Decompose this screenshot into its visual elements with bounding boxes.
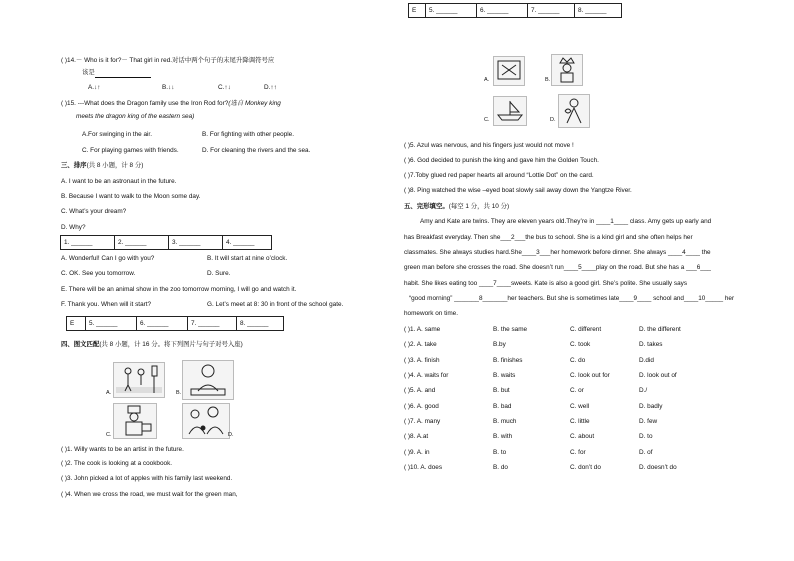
answer-cell[interactable]: 6. ______: [137, 317, 188, 331]
picture-cook: [113, 403, 157, 439]
cloze-option-d[interactable]: D. look out of: [639, 372, 677, 379]
cloze-option-a[interactable]: ( )7. A. many: [404, 418, 441, 425]
section-5-title: 五、完形填空。: [404, 203, 449, 210]
passage-line: “good morning” _______8_______her teachers. But she is sometimes late____9____ school and____10_____ her: [409, 295, 735, 302]
passage-line: Amy and Kate are twins. They are eleven years old.They’re in ____1____ class. Amy gets up early and: [420, 218, 712, 225]
q15-line2: meets the dragon king of the eastern sea): [76, 113, 195, 120]
match-item-3: ( )3. John picked a lot of apples with his family last weekend.: [61, 475, 233, 482]
cloze-option-a[interactable]: ( )10. A. does: [404, 464, 443, 471]
answer-cell[interactable]: 7. ______: [188, 317, 237, 331]
cloze-option-d[interactable]: D. badly: [639, 403, 663, 410]
section-4-heading: [61, 341, 243, 349]
cloze-option-d[interactable]: D. takes: [639, 341, 663, 348]
cloze-option-b[interactable]: B. with: [493, 433, 513, 440]
q15-option-b[interactable]: B. For fighting with other people.: [202, 131, 295, 138]
cloze-option-b[interactable]: B. the same: [493, 326, 528, 333]
cloze-option-d[interactable]: D. few: [639, 418, 658, 425]
answer-cell[interactable]: 7. ______: [528, 4, 575, 18]
cloze-option-b[interactable]: B. do: [493, 464, 508, 471]
cloze-option-d[interactable]: D. doesn’t do: [639, 464, 677, 471]
cloze-option-b[interactable]: B. waits: [493, 372, 516, 379]
answer-cell[interactable]: 5. ______: [426, 4, 477, 18]
q15-option-a[interactable]: A.For swinging in the air.: [82, 131, 152, 138]
answer-cell[interactable]: 8. ______: [575, 4, 622, 18]
answer-cell[interactable]: 4. ______: [223, 236, 272, 250]
sort-item-a2: A. Wonderful! Can I go with you?: [61, 255, 155, 262]
q14-text: ( )14.－ Who is it for?－ That girl in red.: [61, 57, 173, 64]
match-item-5: ( )5. Azul was nervous, and his fingers just would not move !: [404, 142, 574, 149]
picture-label-c: C.: [106, 432, 112, 438]
sort-item-f2: F. Thank you. When will it start?: [61, 301, 152, 308]
sort-item-d: D. Why?: [61, 224, 86, 231]
sort-item-a: A. I want to be an astronaut in the future.: [61, 178, 177, 185]
cloze-option-a[interactable]: ( )1. A. same: [404, 326, 441, 333]
answer-cell: E: [67, 317, 86, 331]
match-item-1: ( )1. Willy wants to be an artist in the future.: [61, 446, 184, 453]
cloze-option-b[interactable]: B. finishes: [493, 357, 523, 364]
picture-label-a: A.: [106, 390, 112, 396]
sort-item-b2: B. It will start at nine o’clock.: [207, 255, 288, 262]
cloze-option-a[interactable]: ( )4. A. waits for: [404, 372, 449, 379]
section-3-note: (共 8 小题，计 8 分): [86, 162, 144, 169]
cloze-option-c[interactable]: C. different: [570, 326, 602, 333]
picture-label-b: B.: [545, 77, 551, 83]
cloze-option-c[interactable]: C. look out for: [570, 372, 610, 379]
answer-cell: E: [409, 4, 426, 18]
match-item-6: ( )6. God decided to punish the king and gave him the Golden Touch.: [404, 157, 599, 164]
sort-item-g2: G. Let’s meet at 8: 30 in front of the school gate.: [207, 301, 344, 308]
passage-line: classmates. She always studies hard.She____3___her homework before dinner. She always ____4____ the: [404, 249, 711, 256]
answer-cell[interactable]: 8. ______: [237, 317, 284, 331]
answer-cell[interactable]: 5. ______: [86, 317, 137, 331]
sort-item-e2: E. There will be an animal show in the zoo tomorrow morning, I will go and watch it.: [61, 286, 297, 293]
q15-source: (选自 Monkey king: [228, 100, 281, 107]
section-5-note: (每空 1 分，共 10 分): [448, 203, 510, 210]
cloze-option-c[interactable]: C. took: [570, 341, 591, 348]
picture-crossing-road: [113, 362, 165, 398]
picture-label-d: D.: [228, 432, 234, 438]
cloze-option-a[interactable]: ( )2. A. take: [404, 341, 437, 348]
answer-box-top: [408, 3, 622, 18]
picture-apples: [182, 403, 230, 439]
picture-label-c: C.: [484, 117, 490, 123]
q14-blank[interactable]: [95, 69, 151, 78]
q14-option-a[interactable]: A.↓↑: [88, 84, 101, 91]
picture-girl-card: [558, 94, 590, 128]
cloze-option-d[interactable]: D. of: [639, 449, 653, 456]
cloze-option-a[interactable]: ( )8. A.at: [404, 433, 429, 440]
section-4-title: 四、图文匹配: [61, 341, 100, 348]
cloze-option-a[interactable]: ( )5. A. and: [404, 387, 436, 394]
cloze-option-a[interactable]: ( )9. A. in: [404, 449, 430, 456]
sort-item-b: B. Because I want to walk to the Moon some day.: [61, 193, 201, 200]
section-3-heading: [61, 162, 143, 170]
cloze-option-b[interactable]: B. bad: [493, 403, 512, 410]
answer-cell[interactable]: 1. ______: [61, 236, 115, 250]
section-3-title: 三、排序: [61, 162, 87, 169]
section-4-note: (共 8 小题，计 16 分。将下列图片与句子对号入座): [99, 341, 243, 348]
q15-option-c[interactable]: C. For playing games with friends.: [82, 147, 179, 154]
cloze-option-d[interactable]: D. the different: [639, 326, 681, 333]
match-item-8: ( )8. Ping watched the wise –eyed boat slowly sail away down the Yangtze River.: [404, 187, 632, 194]
answer-cell[interactable]: 2. ______: [115, 236, 169, 250]
sort-item-c2: C. OK. See you tomorrow.: [61, 270, 136, 277]
match-item-7: ( )7.Toby glued red paper hearts all around “Lottie Dot” on the card.: [404, 172, 594, 179]
q14-line2: [82, 69, 151, 78]
cloze-option-b[interactable]: B. but: [493, 387, 510, 394]
cloze-option-b[interactable]: B. to: [493, 449, 507, 456]
match-item-2: ( )2. The cook is looking at a cookbook.: [61, 460, 173, 467]
cloze-option-a[interactable]: ( )3. A. finish: [404, 357, 440, 364]
cloze-option-c[interactable]: C. do: [570, 357, 586, 364]
answer-cell[interactable]: 6. ______: [477, 4, 528, 18]
q14-option-b[interactable]: B.↓↓: [162, 84, 175, 91]
passage-line: homework on time.: [404, 310, 458, 317]
q14-line2-text: 该是: [82, 69, 95, 76]
cloze-option-c[interactable]: C. about: [570, 433, 595, 440]
cloze-option-c[interactable]: C. for: [570, 449, 586, 456]
cloze-option-c[interactable]: C. little: [570, 418, 590, 425]
cloze-option-d[interactable]: D./: [639, 387, 648, 394]
answer-cell[interactable]: 3. ______: [169, 236, 223, 250]
cloze-option-b[interactable]: B.by: [493, 341, 506, 348]
question-14: [61, 57, 274, 65]
picture-label-d: D.: [550, 117, 556, 123]
cloze-option-c[interactable]: C. well: [570, 403, 590, 410]
passage-line: habit. She likes eating too ____7____sweets. Kate is also a good girl. She’s polite. She usually says: [404, 280, 688, 287]
answer-box-2: [66, 316, 284, 331]
sort-item-d2: D. Sure.: [207, 270, 231, 277]
question-15: [61, 100, 281, 108]
match-item-4: ( )4. When we cross the road, we must wait for the green man,: [61, 491, 238, 498]
passage-line: has Breakfast everyday. Then she___2___the bus to school. She is a kind girl and she often helps her: [404, 234, 693, 241]
picture-label-a: A.: [484, 77, 490, 83]
cloze-option-c[interactable]: C. don’t do: [570, 464, 601, 471]
cloze-option-b[interactable]: B. much: [493, 418, 517, 425]
answer-box-1: [60, 235, 272, 250]
q15-text: ( )15. ---What does the Dragon family use the Iron Rod for?: [61, 100, 229, 107]
sort-item-c: C. What’s your dream?: [61, 208, 127, 215]
picture-king: [551, 54, 583, 86]
q15-option-d[interactable]: D. For cleaning the rivers and the sea.: [202, 147, 311, 154]
picture-label-b: B.: [176, 390, 182, 396]
q14-option-d[interactable]: D.↑↑: [264, 84, 277, 91]
section-5-heading: [404, 203, 509, 211]
q14-cn-text: 对话中两个句子的末尾升降调符号应: [172, 57, 275, 64]
cloze-option-d[interactable]: D. to: [639, 433, 653, 440]
picture-boat: [493, 96, 527, 126]
passage-line: green man before she crosses the road. She doesn’t run____5____play on the road. But she has a ___6___: [404, 264, 711, 271]
picture-boy-drawing: [182, 360, 234, 400]
cloze-option-d[interactable]: D.did: [639, 357, 654, 364]
cloze-option-c[interactable]: C. or: [570, 387, 584, 394]
picture-hands: [493, 56, 525, 86]
q14-option-c[interactable]: C.↑↓: [218, 84, 231, 91]
cloze-option-a[interactable]: ( )6. A. good: [404, 403, 439, 410]
